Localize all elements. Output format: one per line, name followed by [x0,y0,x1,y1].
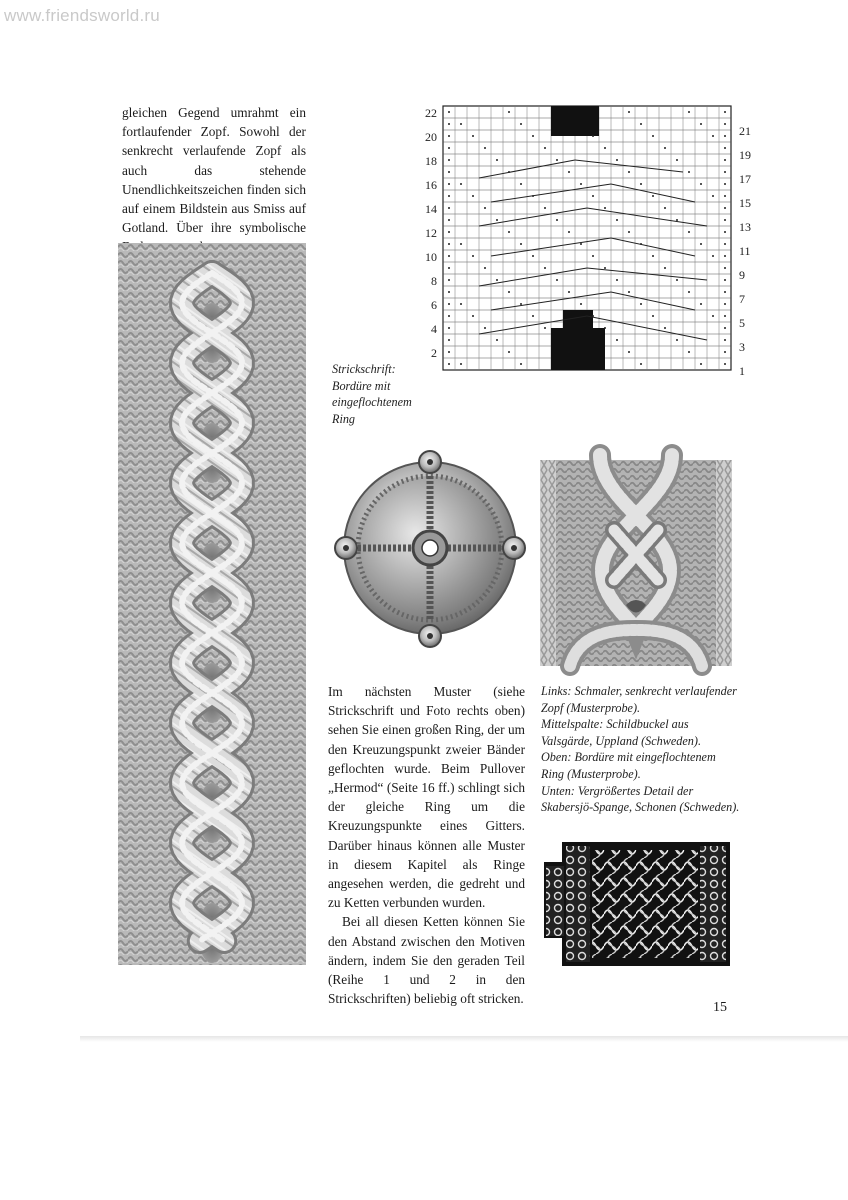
main-body [328,682,525,1008]
chart-row-label-right: 9 [739,267,745,282]
chart-row-label-right: 21 [739,123,751,138]
chart-row-label-right: 3 [739,339,745,354]
shield-boss-photo [330,440,530,660]
chart-caption-line3: Ring [332,411,356,426]
chart-row-label-right: 17 [739,171,751,186]
chart-row-label-left: 20 [425,129,437,144]
chart-caption-line1: Bordüre mit [332,378,391,393]
chart-caption-title: Strickschrift: [332,362,396,376]
intro-text: gleichen Gegend umrahmt ein fortlaufender Zopf. Sowohl der senkrecht verlaufende Zopf als auch das stehende Unendlichkeitszeichen finden sich auf einem Bildstein aus Smiss auf Gotland. Über ihre symbolische [122,105,306,236]
knitting-chart [415,100,751,415]
chart-row-label-left: 16 [425,177,437,192]
cable-knit-photo [118,243,306,965]
photo-captions [541,683,741,816]
clasp-detail-photo [540,842,730,966]
chart-row-label-right: 7 [739,291,745,306]
chart-block-top [551,106,599,136]
chart-row-label-left: 18 [425,153,437,168]
chart-row-label-left: 6 [431,297,437,312]
chart-row-label-left: 4 [431,321,437,336]
caption-top: Oben: Bordüre mit eingeflochtenem Ring (Musterprobe). [541,750,716,781]
chart-row-label-right: 5 [739,315,745,330]
chart-row-label-left: 8 [431,273,437,288]
chart-row-label-right: 19 [739,147,751,162]
chart-row-label-right: 1 [739,363,745,378]
chart-caption-line2: eingeflochtenem [332,395,412,410]
page-edge-shadow [80,1036,848,1042]
watermark: www.friendsworld.ru [4,6,160,25]
chart-row-label-left: 10 [425,249,437,264]
chart-caption [332,361,422,427]
chart-row-label-left: 14 [425,201,437,216]
chart-row-label-right: 11 [739,243,751,258]
caption-middle: Mittelspalte: Schildbuckel aus Valsgärde, Uppland (Schweden). [541,717,701,748]
caption-left: Links: Schmaler, senkrecht verlaufender Zopf (Musterprobe). [541,684,737,715]
chart-row-label-left: 12 [425,225,437,240]
chart-row-label-left: 2 [431,345,437,360]
page-number: 15 [713,1000,727,1015]
ring-cable-photo [540,460,732,666]
body-paragraph-1: Im nächsten Muster (siehe Strickschrift und Foto rechts oben) sehen Sie einen großen Ring, der um den Kreuzungspunkt zweier Bänder geflochten wurde. Beim Pullover „Hermod“ (Seite 16 ff.) schlingt sich der gleiche Ring um die Kreuzungspunkte eines Gitters. Darüber hinaus können alle Muster in diesem Kapitel als Ringe angesehen werden, die gedreht und zu Ketten verbunden wurden. [328,684,525,911]
chart-row-label-right: 13 [739,219,751,234]
chart-block-bottom [551,328,605,370]
body-paragraph-2: Bei all diesen Ketten können Sie den Abstand zwischen den Motiven ändern, indem Sie den geraden Teil (Reihe 1 und 2 in den Strickschriften) beliebig oft stricken. [328,914,525,1007]
caption-bottom: Unten: Vergrößertes Detail der Skabersjö-Spange, Schonen (Schweden). [541,783,740,815]
chart-row-label-left: 22 [425,105,437,120]
chart-row-label-right: 15 [739,195,751,210]
